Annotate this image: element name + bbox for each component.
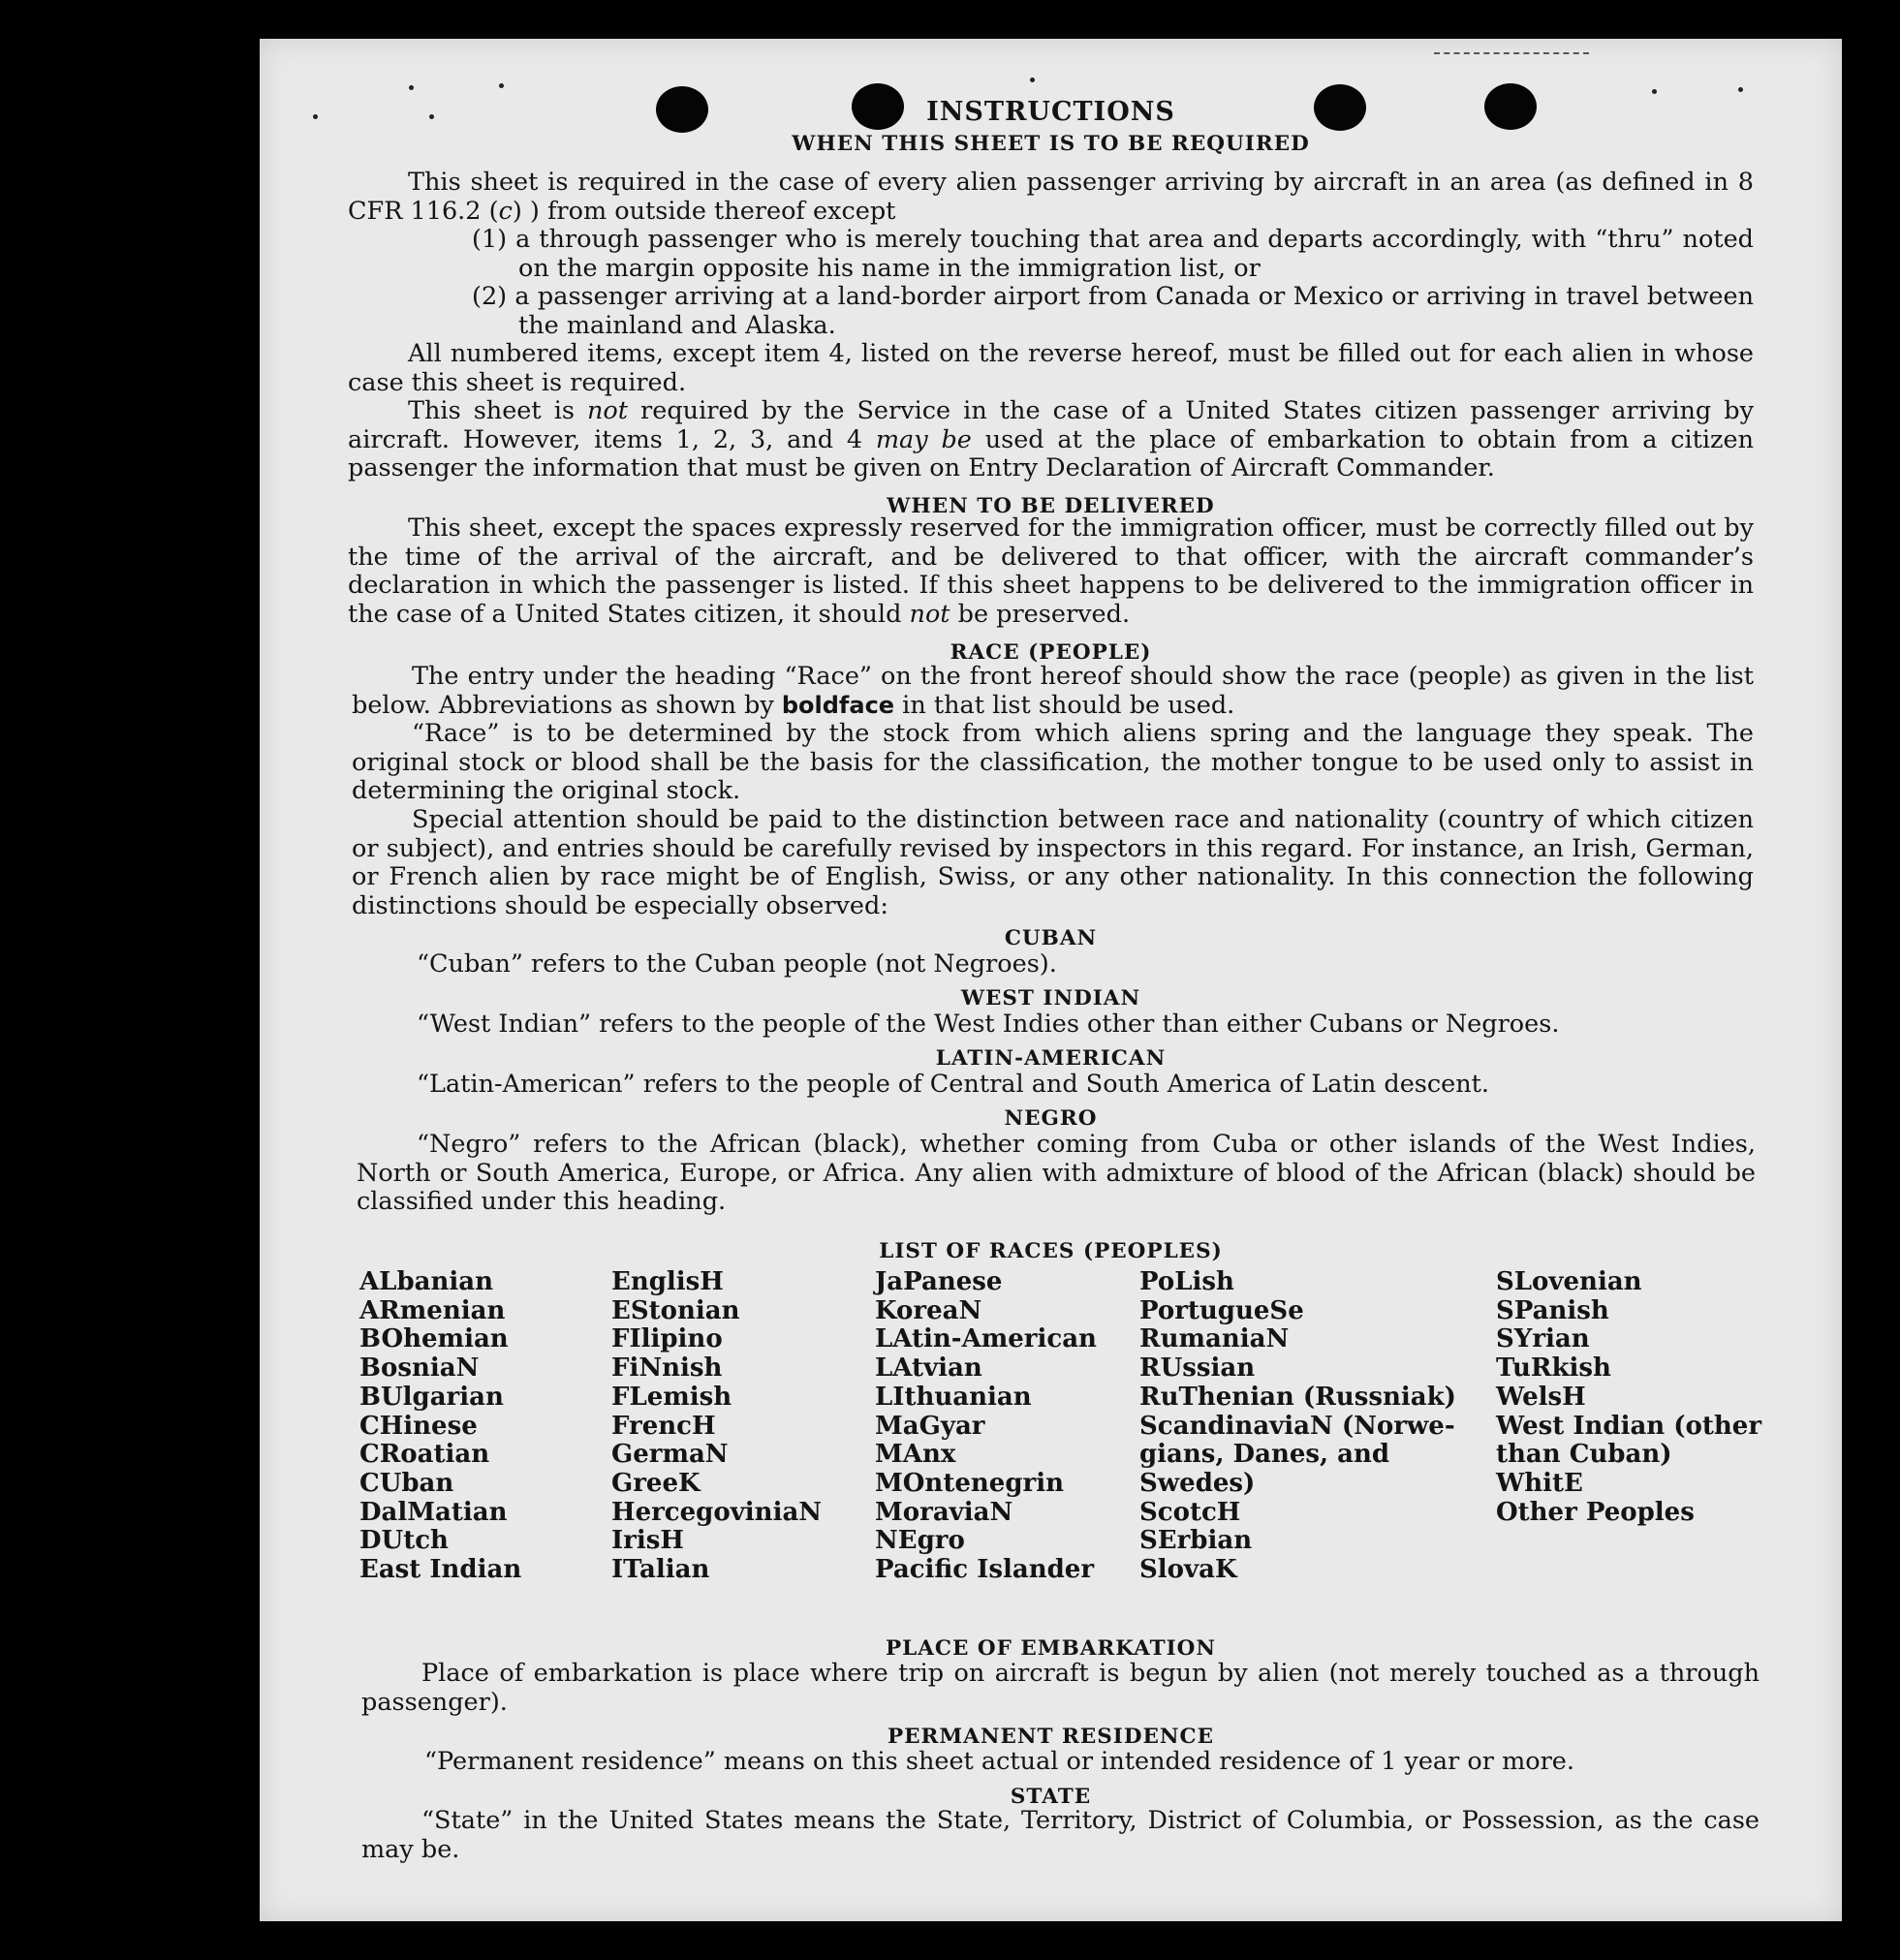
race-item: BUlgarian	[359, 1382, 504, 1412]
race-item: SErbian	[1139, 1526, 1253, 1556]
race-item: SPanish	[1496, 1295, 1609, 1325]
paragraph-race-nationality: Special attention should be paid to the distinction between race and nationality (country of which citizen or subject), and entries should be carefully revised by inspectors in this regard. For instance, an Irish, German, or French alien by race might be of English, Swiss, or any other nationality. In this connection the following distinctions should be especially observed:	[352, 805, 1754, 920]
speck	[1652, 89, 1657, 94]
heading-west-indian: WEST INDIAN	[960, 986, 1141, 1011]
race-item: RuThenian (Russniak)	[1139, 1382, 1456, 1412]
document-sheet	[260, 39, 1842, 1921]
heading-when-delivered: WHEN TO BE DELIVERED	[887, 494, 1215, 518]
race-item: WelsH	[1496, 1382, 1586, 1412]
race-item: East Indian	[359, 1555, 522, 1585]
race-item: CRoatian	[359, 1440, 490, 1470]
paragraph-delivered: This sheet, except the spaces expressly reserved for the immigration officer, must be correctly filled out by the time of the arrival of the aircraft, and be delivered to that officer, with the aircraft commander’s declaration in which the passenger is listed. If this sheet happens to be delivered to the immigration officer in the case of a United States citizen, it should not be preserved.	[348, 513, 1754, 629]
text-negro: “Negro” refers to the African (black), whether coming from Cuba or other islands of the West Indies, North or South America, Europe, or Africa. Any alien with admixture of blood of the African (black) should be classified under this heading.	[357, 1130, 1756, 1216]
race-item: NEgro	[875, 1526, 965, 1556]
paragraph-required: This sheet is required in the case of every alien passenger arriving by aircraft in an area (as defined in 8 CFR 116.2 (c) ) from outside thereof except	[348, 168, 1754, 226]
race-item: BosniaN	[359, 1353, 480, 1384]
race-column-2	[611, 1268, 822, 1585]
text-west-indian: “West Indian” refers to the people of the West Indies other than either Cubans or Negroes.	[417, 1010, 1560, 1039]
heading-list-of-races: LIST OF RACES (PEOPLES)	[879, 1239, 1223, 1263]
text-cuban: “Cuban” refers to the Cuban people (not Negroes).	[417, 949, 1057, 979]
race-item: EnglisH	[611, 1267, 724, 1296]
race-item: than Cuban)	[1496, 1440, 1672, 1470]
heading-race: RACE (PEOPLE)	[950, 640, 1152, 665]
race-item: SLovenian	[1496, 1267, 1642, 1296]
race-item: PoLish	[1139, 1267, 1234, 1296]
race-item: SYrian	[1496, 1324, 1590, 1354]
heading-permanent-residence: PERMANENT RESIDENCE	[887, 1725, 1215, 1749]
race-item: GermaN	[611, 1440, 729, 1470]
heading-negro: NEGRO	[1004, 1106, 1098, 1131]
race-item: KoreaN	[875, 1295, 982, 1325]
item-land-border: (2) a passenger arriving at a land-border airport from Canada or Mexico or arriving in travel between the mainland and Alaska.	[472, 282, 1754, 340]
heading-cuban: CUBAN	[1004, 926, 1098, 950]
race-column-5	[1496, 1268, 1761, 1527]
paragraph-race-entry: The entry under the heading “Race” on the front hereof should show the race (people) as given in the list below. Abbreviations as shown by boldface in that list should be used.	[352, 662, 1754, 720]
race-item: LIthuanian	[875, 1382, 1032, 1412]
heading-latin-american: LATIN-AMERICAN	[935, 1046, 1167, 1071]
race-item: IrisH	[611, 1526, 684, 1556]
race-item: HercegoviniaN	[611, 1497, 823, 1527]
race-item: ALbanian	[359, 1267, 494, 1296]
race-item: DalMatian	[359, 1497, 508, 1527]
race-item: LAtvian	[875, 1353, 982, 1384]
race-item: RUssian	[1139, 1353, 1256, 1384]
speck	[409, 85, 414, 90]
race-item: FIlipino	[611, 1324, 723, 1354]
race-item: ITalian	[611, 1555, 710, 1585]
race-item: ARmenian	[359, 1295, 506, 1325]
race-item: Pacific Islander	[875, 1555, 1095, 1585]
race-column-1	[359, 1268, 521, 1585]
speck	[499, 83, 504, 88]
race-column-3	[875, 1268, 1097, 1585]
race-item: WhitE	[1496, 1468, 1583, 1498]
race-item: ScandinaviaN (Norwe-	[1139, 1411, 1455, 1441]
race-item: Swedes)	[1139, 1468, 1256, 1498]
race-item: GreeK	[611, 1468, 701, 1498]
paragraph-race-stock: “Race” is to be determined by the stock from which aliens spring and the language they speak. The original stock or blood shall be the basis for the classification, the mother tongue to be used only to assist in determining the original stock.	[352, 719, 1754, 805]
race-item: West Indian (other	[1496, 1411, 1762, 1441]
race-column-4	[1139, 1268, 1456, 1585]
text-state: “State” in the United States means the State, Territory, District of Columbia, or Possession, as the case may be.	[361, 1806, 1760, 1864]
race-item: MaGyar	[875, 1411, 985, 1441]
race-item: CHinese	[359, 1411, 478, 1441]
speck	[1030, 78, 1035, 82]
race-item: gians, Danes, and	[1139, 1440, 1390, 1470]
race-item: EStonian	[611, 1295, 740, 1325]
race-item: DUtch	[359, 1526, 449, 1556]
item-through-passenger: (1) a through passenger who is merely touching that area and departs accordingly, with “thru” noted on the margin opposite his name in the immigration list, or	[472, 225, 1754, 283]
race-item: MOntenegrin	[875, 1468, 1064, 1498]
race-item: MoraviaN	[875, 1497, 1013, 1527]
race-item: BOhemian	[359, 1324, 509, 1354]
race-item: TuRkish	[1496, 1353, 1611, 1384]
paragraph-citizen: This sheet is not required by the Service in the case of a United States citizen passenger arriving by aircraft. However, items 1, 2, 3, and 4 may be used at the place of embarkation to obtain from a citizen passenger the information that must be given on Entry Declaration of Aircraft Commander.	[348, 396, 1755, 482]
text-latin-american: “Latin-American” refers to the people of Central and South America of Latin descent.	[417, 1070, 1490, 1099]
race-item: SlovaK	[1139, 1555, 1237, 1585]
heading-state: STATE	[1010, 1785, 1092, 1809]
race-item: FiNnish	[611, 1353, 723, 1384]
race-item: FrencH	[611, 1411, 716, 1441]
race-item: Other Peoples	[1496, 1497, 1695, 1527]
text-embarkation: Place of embarkation is place where trip on aircraft is begun by alien (not merely touched as a through passenger).	[361, 1659, 1760, 1717]
top-dashed-line	[1434, 52, 1589, 54]
race-item: CUban	[359, 1468, 454, 1498]
race-item: LAtin-American	[875, 1324, 1097, 1354]
text-permanent-residence: “Permanent residence” means on this sheet actual or intended residence of 1 year or more.	[424, 1747, 1574, 1776]
race-item: ScotcH	[1139, 1497, 1241, 1527]
race-item: RumaniaN	[1139, 1324, 1290, 1354]
race-item: MAnx	[875, 1440, 956, 1470]
race-item: PortugueSe	[1139, 1295, 1304, 1325]
speck	[1738, 87, 1743, 92]
race-item: FLemish	[611, 1382, 732, 1412]
page-title: INSTRUCTIONS	[926, 97, 1175, 127]
heading-when-required: WHEN THIS SHEET IS TO BE REQUIRED	[792, 132, 1310, 156]
heading-embarkation: PLACE OF EMBARKATION	[885, 1636, 1217, 1661]
paragraph-numbered-items: All numbered items, except item 4, listed on the reverse hereof, must be filled out for each alien in whose case this sheet is required.	[348, 339, 1754, 397]
race-item: JaPanese	[875, 1267, 1003, 1296]
